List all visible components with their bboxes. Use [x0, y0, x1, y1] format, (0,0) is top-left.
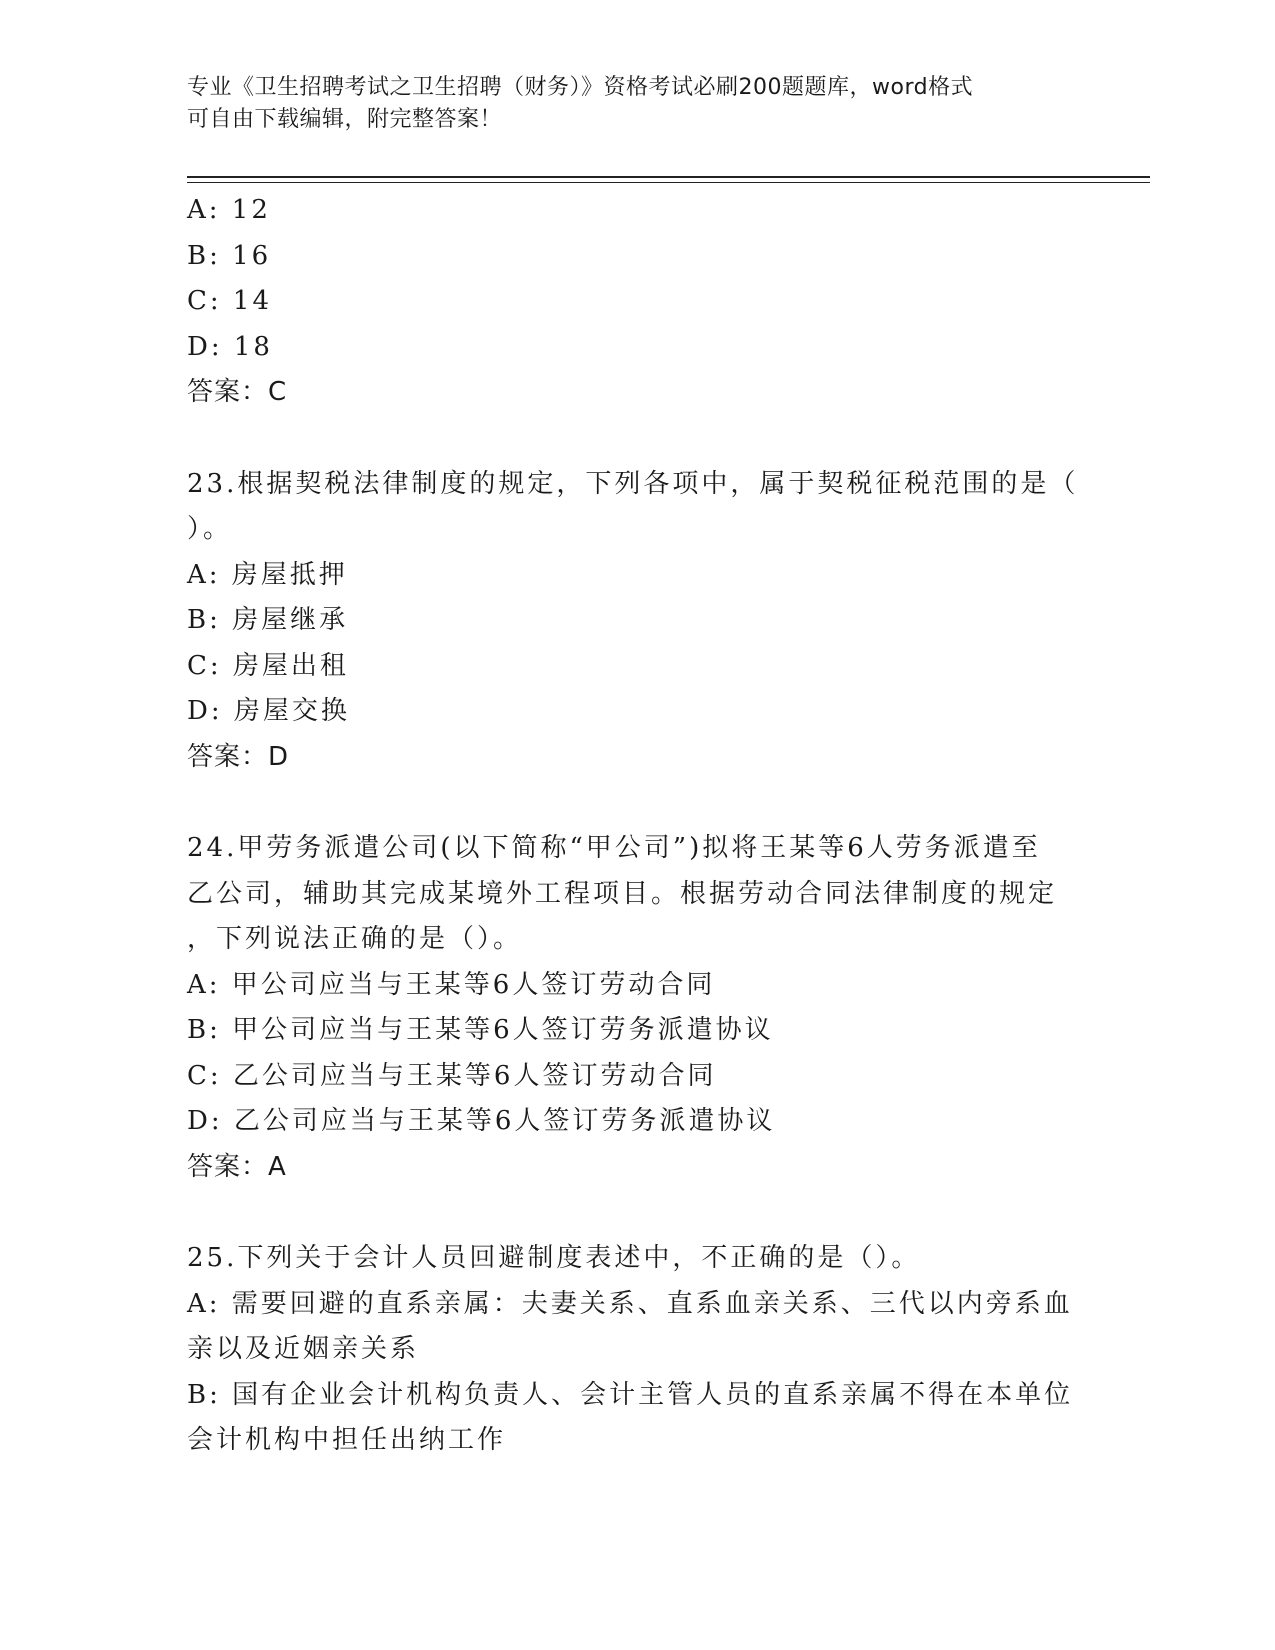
option-b: B: 房屋继承 [187, 605, 349, 635]
option-b-continued: 会计机构中担任出纳工作 [187, 1425, 507, 1455]
option-b: B: 甲公司应当与王某等6人签订劳务派遣协议 [187, 1015, 774, 1045]
option-d: D: 房屋交换 [187, 696, 350, 726]
document-header [187, 72, 1067, 136]
question-25 [187, 1236, 1072, 1464]
option-c: C: 14 [187, 286, 273, 316]
option-c: C: 房屋出租 [187, 650, 349, 681]
document-body [187, 188, 1079, 1464]
option-b: B: 国有企业会计机构负责人、会计主管人员的直系亲属不得在本单位 [187, 1379, 1074, 1410]
option-d: D: 18 [187, 331, 273, 362]
answer: 答案：A [187, 1151, 287, 1182]
question-23 [187, 462, 1079, 781]
option-a: A: 甲公司应当与王某等6人签订劳动合同 [187, 969, 716, 1000]
question-24 [187, 826, 1072, 1190]
option-b: B: 16 [187, 240, 272, 271]
question-stem: ，下列说法正确的是（）。 [187, 924, 523, 954]
answer: 答案：C [187, 377, 288, 407]
option-a: A: 需要回避的直系亲属：夫妻关系、直系血亲关系、三代以内旁系血 [187, 1288, 1073, 1319]
option-a: A: 房屋抵押 [187, 559, 348, 590]
option-d: D: 乙公司应当与王某等6人签订劳务派遣协议 [187, 1106, 776, 1136]
question-stem: ）。 [187, 514, 233, 544]
question-22 [187, 188, 1072, 416]
question-stem: 24.甲劳务派遣公司(以下简称“甲公司”)拟将王某等6人劳务派遣至 [187, 833, 1041, 863]
question-stem: 乙公司，辅助其完成某境外工程项目。根据劳动合同法律制度的规定 [187, 878, 1058, 909]
question-stem: 23.根据契税法律制度的规定，下列各项中，属于契税征税范围的是（ [187, 468, 1079, 499]
option-c: C: 乙公司应当与王某等6人签订劳动合同 [187, 1060, 717, 1091]
option-a: A: 12 [187, 195, 271, 225]
header-line-2: 可自由下载编辑，附完整答案！ [187, 107, 503, 132]
question-stem: 25.下列关于会计人员回避制度表述中，不正确的是（）。 [187, 1243, 921, 1273]
header-line-1: 专业《卫生招聘考试之卫生招聘（财务）》资格考试必刷200题题库，word格式 [187, 75, 974, 100]
answer: 答案：D [187, 741, 290, 772]
header-divider-thick [187, 176, 1150, 178]
header-divider-thin [187, 182, 1150, 183]
option-a-continued: 亲以及近姻亲关系 [187, 1334, 420, 1364]
